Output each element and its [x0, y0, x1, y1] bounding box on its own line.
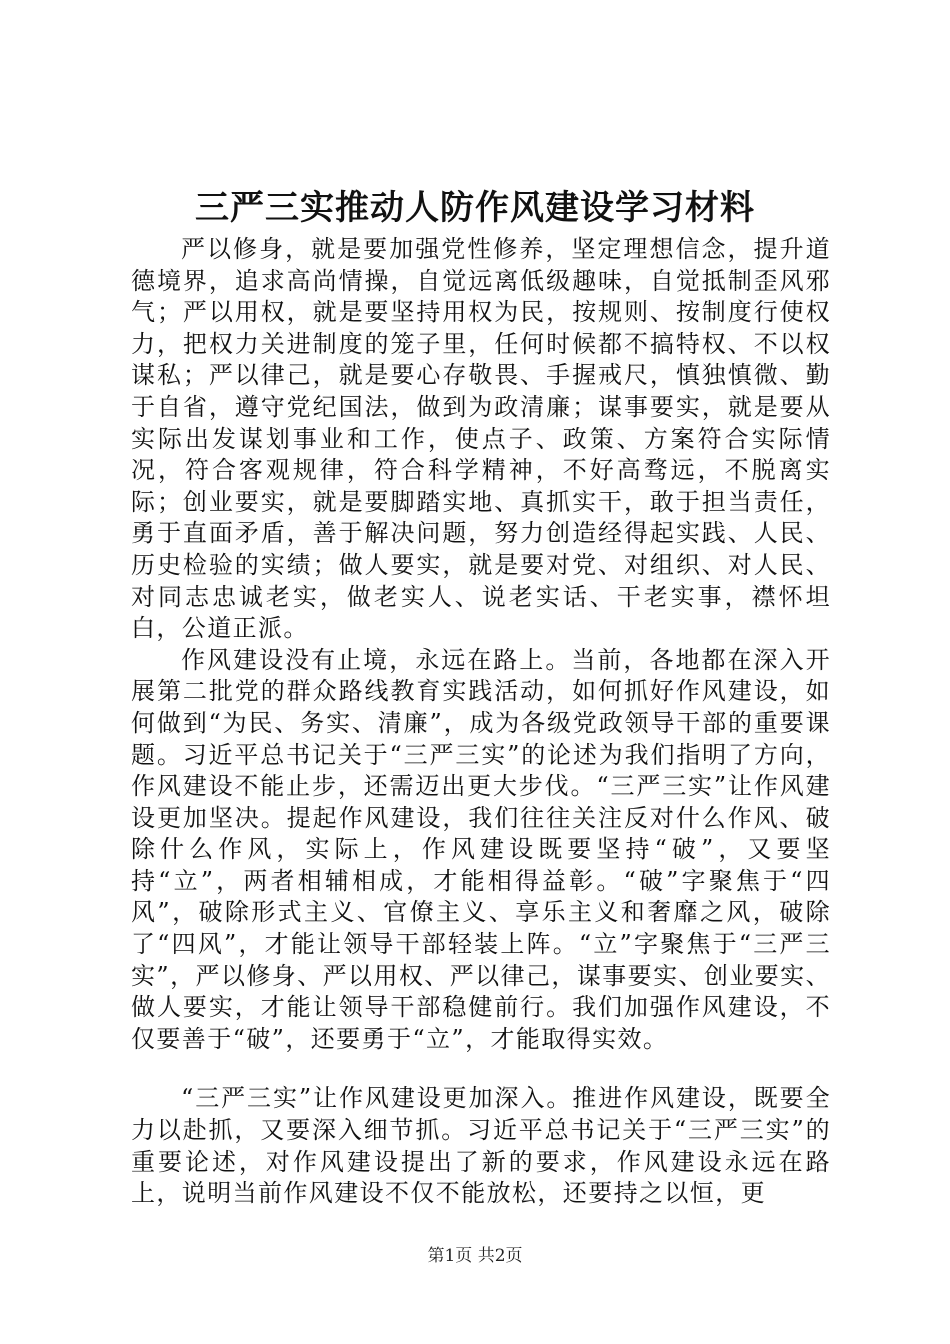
paragraph: 作风建设没有止境，永远在路上。当前，各地都在深入开展第二批党的群众路线教育实践活动，如何抓好作风建设，如何做到“为民、务实、清廉”，成为各级党政领导干部的重要课题。习近平总书记关于“三严三实”的论述为我们指明了方向，作风建设不能止步，还需迈出更大步伐。“三严三实”让作风建设更加坚决。提起作风建设，我们往往关注反对什么作风、破除什么作风，实际上，作风建设既要坚持“破”，又要坚持“立”，两者相辅相成，才能相得益彰。“破”字聚焦于“四风”，破除形式主义、官僚主义、享乐主义和奢靡之风，破除了“四风”，才能让领导干部轻装上阵。“立”字聚焦于“三严三实”，严以修身、严以用权、严以律己，谋事要实、创业要实、做人要实，才能让领导干部稳健前行。我们加强作风建设，不仅要善于“破”，还要勇于“立”，才能取得实效。	[131, 645, 831, 1053]
paragraph: “三严三实”让作风建设更加深入。推进作风建设，既要全力以赴抓，又要深入细节抓。习近平总书记关于“三严三实”的重要论述，对作风建设提出了新的要求，作风建设永远在路上，说明当前作风建设不仅不能放松，还要持之以恒，更	[131, 1084, 831, 1208]
document-body	[131, 234, 831, 1210]
page-number-footer: 第1页 共2页	[427, 1246, 523, 1266]
paragraph: 严以修身，就是要加强党性修养，坚定理想信念，提升道德境界，追求高尚情操，自觉远离低级趣味，自觉抵制歪风邪气；严以用权，就是要坚持用权为民，按规则、按制度行使权力，把权力关进制度的笼子里，任何时候都不搞特权、不以权谋私；严以律己，就是要心存敬畏、手握戒尺，慎独慎微、勤于自省，遵守党纪国法，做到为政清廉；谋事要实，就是要从实际出发谋划事业和工作，使点子、政策、方案符合实际情况，符合客观规律，符合科学精神，不好高骛远，不脱离实际；创业要实，就是要脚踏实地、真抓实干，敢于担当责任，勇于直面矛盾，善于解决问题，努力创造经得起实践、人民、历史检验的实绩；做人要实，就是要对党、对组织、对人民、对同志忠诚老实，做老实人、说老实话、干老实事，襟怀坦白，公道正派。	[131, 235, 831, 643]
document-title: 三严三实推动人防作风建设学习材料	[195, 188, 755, 228]
paragraph-spacer	[131, 1055, 831, 1083]
